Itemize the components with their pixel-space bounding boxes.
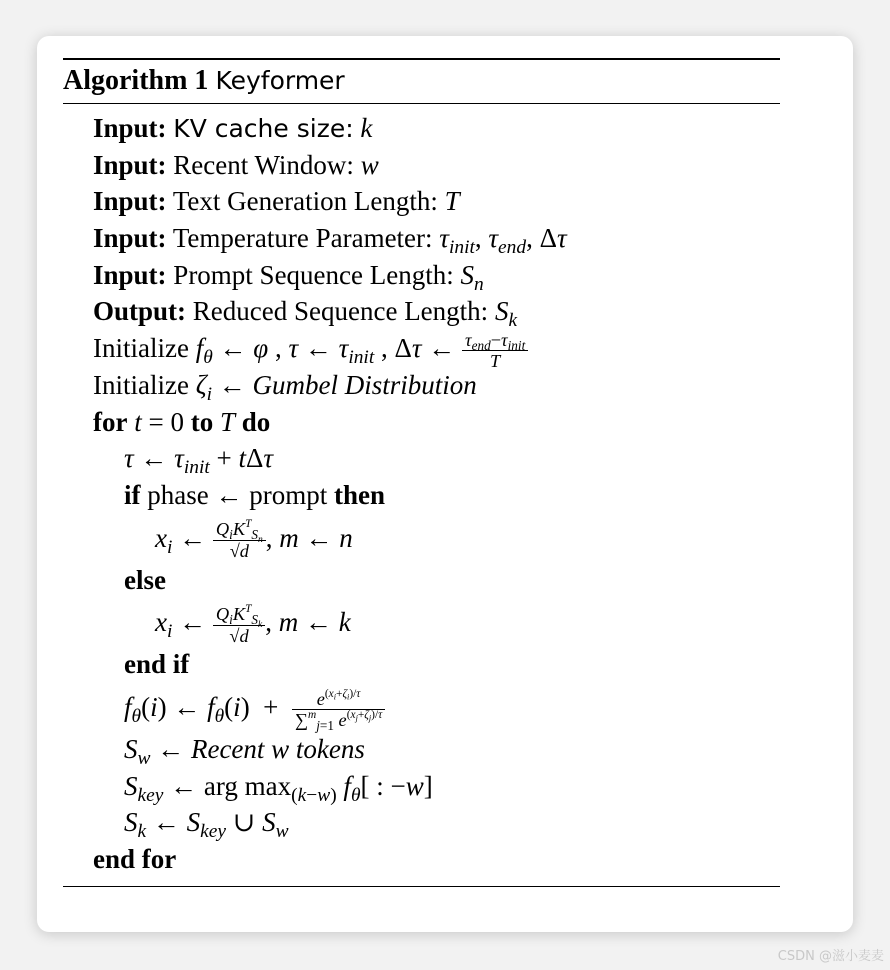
init-line-1: Initialize $f_\theta$ ← φ , τ ← $\tau_{init}$ , Δτ ← $\frac{\tau_{end}-\tau_{init}}{T}$ (63, 330, 780, 367)
input-prompt-length: Input: Prompt Sequence Length: $S_n$ (93, 259, 484, 295)
score-prompt-line: $x_i$ ← $\frac{Q_iK^T_{S_n}}{√d}$ , m ← n (155, 518, 353, 562)
end-if-line: end if (124, 649, 190, 680)
bottom-rule (63, 886, 780, 887)
watermark: CSDN @滋小麦麦 (777, 949, 884, 964)
delta-tau-fraction: $\frac{\tau_{end}-\tau_{init}}{T}$ (462, 330, 528, 371)
for-line: for t = 0 to T do (93, 406, 271, 437)
tau-update-line: τ ← $\tau_{init} + t\Delta\tau$ (124, 443, 274, 479)
algorithm-label: Algorithm 1 (63, 65, 209, 96)
input-generation-length: Input: Text Generation Length: T (93, 186, 460, 217)
input-kv-cache: Input: KV cache size: k (93, 113, 373, 143)
score-function-line: $f_\theta(i)$ ← $f_\theta(i)$ + $\frac{e^{(x_i+\zeta_i)/\tau}}{\sum^m_{j=1} e^{(x_j+\zeta_j)/\tau}}$ (63, 683, 780, 731)
if-line: if phase ← prompt then (124, 479, 385, 510)
union-line: $S_k$ ← $S_{key}$ ∪ $S_w$ (124, 807, 289, 843)
algorithm-title (63, 60, 780, 97)
key-selection-line: $S_{key}$ ← arg $\max_{(k-w)} f_\theta$[ : −w] (124, 770, 433, 806)
else-line: else (124, 564, 166, 595)
score-gen-line: $x_i$ ← $\frac{Q_iK^T_{S_k}}{√d}$ , m ← k (155, 603, 351, 646)
input-recent-window: Input: Recent Window: w (93, 149, 379, 180)
algorithm-name: Keyformer (215, 66, 345, 95)
algorithm-block (63, 58, 780, 887)
score-gen-fraction: $\frac{Q_iK^T_{S_k}}{√d}$ (213, 604, 265, 646)
algorithm-lines (63, 104, 780, 878)
init-line-2: Initialize $\zeta_i$ ← Gumbel Distribution (93, 369, 477, 405)
gumbel-softmax-fraction: $\frac{e^{(x_i+\zeta_i)/\tau}}{\sum^m_{j=1} e^{(x_j+\zeta_j)/\tau}}$ (292, 689, 385, 730)
score-prompt-fraction: $\frac{Q_iK^T_{S_n}}{√d}$ (213, 519, 266, 561)
recent-window-line: $S_w$ ← Recent w tokens (124, 733, 365, 769)
output-reduced-length: Output: Reduced Sequence Length: $S_k$ (93, 296, 518, 332)
input-temperature: Input: Temperature Parameter: $\tau_{init}$, $\tau_{end}$, Δτ (93, 223, 567, 258)
end-for-line: end for (93, 844, 177, 874)
